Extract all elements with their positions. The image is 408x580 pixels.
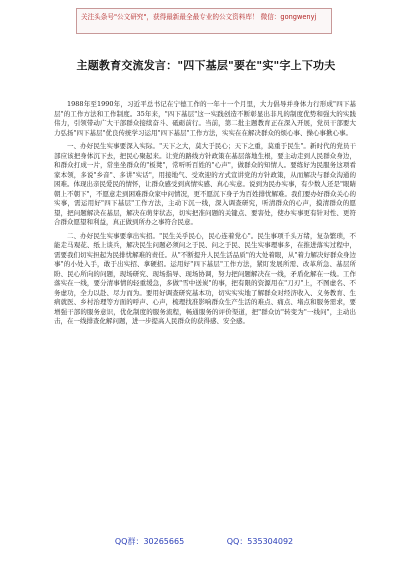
paragraph-section-2: 二、办好民生实事要拿出实招。"民生关乎民心，民心连着党心"。民生事项千头万绪，复杂繁琐，不能走马观花、纸上谈兵，解决民生问题必须问之于民、问之于民、民生实事理事多，在推进落实过程中，需要我们切实担起为民排忧解难的责任。从"不断提升人民生活品质"的大处着眼，从"着力解决好群众身边事"的小处入手，敢于出实招、拿硬招。运用好"四下基层"工作方法，紧盯发展所需、改革所急、基层所盼、民心所向的问题，现场研究、现场指导、现场协调，努力把问题解决在一线，矛盾化解在一线。工作落实在一线，要分清事情的轻重缓急，多做"雪中送炭"的事，把有限的资源用在"刀刃"上，不图虚名、不务虚功，全力以赴、尽力而为。要用好调查研究基本功，切实实实地了解群众对经济收入、义务教育、生病就医、乡村治理等方面的呼声、心声，梳理找准影响群众生产生活的难点、痛点、堵点和服务需求，要增强干部的服务意识，优化制度的服务流程，畅通服务的评价渠道，把"群众访"转变为"一线问"，主动出击，在一线排查化解问题，进一步提高人民群众的获得感、安全感。 [54, 231, 356, 325]
header-banner: 关注头条号"公文研究"，获得最新最全最专业的公文资料库！ 微信：gongwenyj [76, 8, 332, 34]
document-title: 主题教育交流发言："四下基层"要在"实"字上下功夫 [76, 59, 336, 72]
paragraph-section-1: 一、办好民生实事要深入实际。"天下之大，莫大于民心；天下之重，莫重于民生"。新时代的党员干部应该把身体沉下去，把民心聚起来。让党的路线方针政策在基层落地生根，要主动走到人民群众身边，和群众打成一片，常坐坐群众的"板凳"，常听听百姓的"心声"，做群众的知情人。要练好为民服务这项看家本领，多说"乡音"、多讲"实话"，用接地气、受欢迎的方式宣讲党的方针政策，从而解决与群众沟通的困难。体现出亲民爱民的情怀，让群众感受到真情实感、真心实意。说到为民办实事，有少数人还是"眼睛朝上不朝下"，不愿意走到困难群众家中问情况，更不愿沉下身子为百姓排忧解难。我们要办好群众关心的实事，需运用好"四下基层"工作方法，主动下沉一线，深入调查研究，听清群众的心声，摸清群众的愿望，把问题解决在基层，解决在萌芽状态，切实把准问题的关键点、要害处，使办实事更有针对性、更符合群众愿望和利益，真正做到所办之事符合民意。 [54, 142, 356, 226]
footer [0, 536, 408, 547]
paragraph-intro: 1988年至1990年，习近平总书记在宁德工作的一年十一个月里，大力倡导并身体力行形成"四下基层"的工作方法和工作制度。35年来，"四下基层"这一实践创造不断彰显出非凡的制度优势和强大的实践伟力，引领带动广大干部群众接续奋斗、砥砺前行。当前，第二批主题教育正在深入开展，党员干部要大力弘扬"四下基层"优良传统学习运用"四下基层"工作方法，实实在在解决群众的烦心事、操心事揪心事。 [54, 100, 356, 137]
footer-qq: QQ：535304092 [226, 537, 294, 546]
document-body [54, 100, 356, 331]
footer-qq-group: QQ群：30265665 [114, 537, 185, 546]
